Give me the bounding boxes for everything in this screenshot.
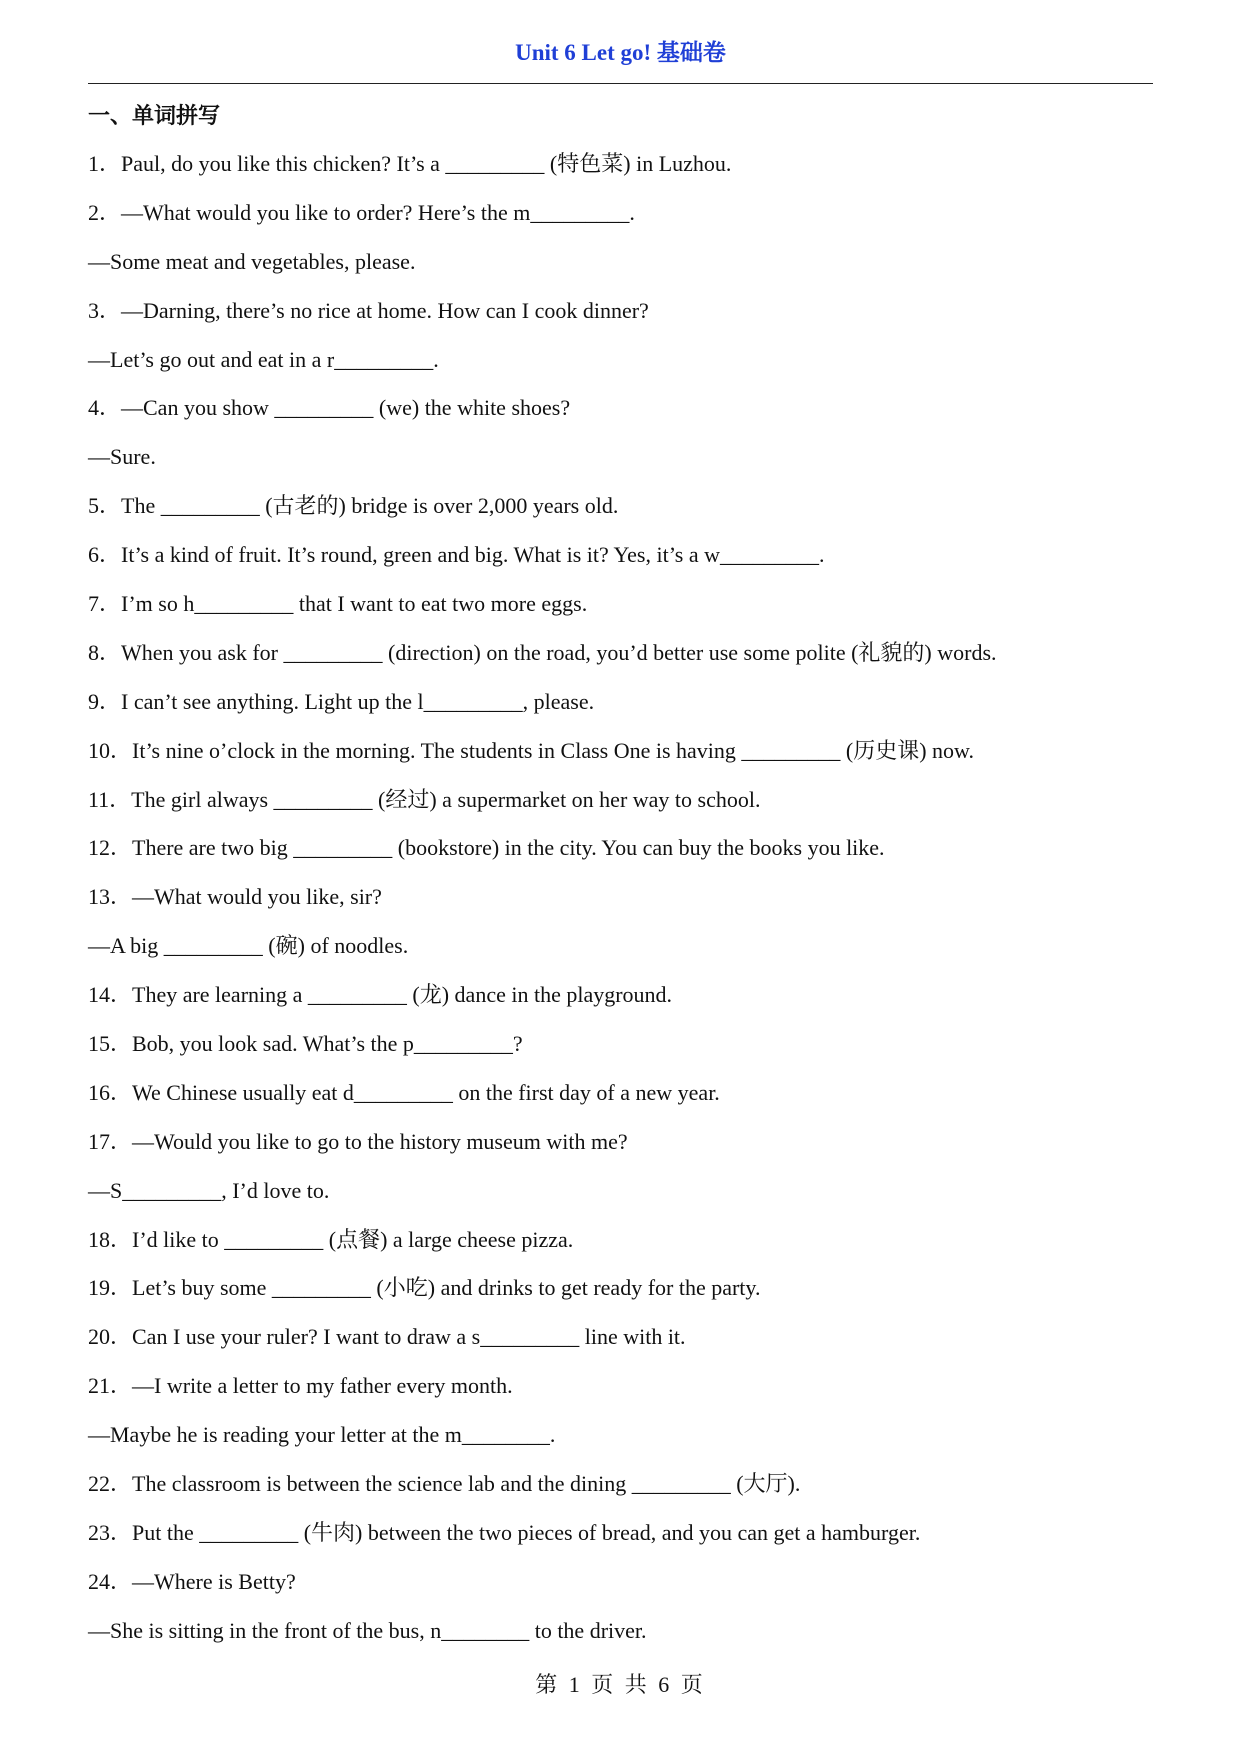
question-22: 22．The classroom is between the science lab and the dining _________ (大厅). (88, 1471, 801, 1497)
question-16: 16．We Chinese usually eat d_________ on the first day of a new year. (88, 1079, 720, 1105)
question-8: 8．When you ask for _________ (direction) on the road, you’d better use some polite (礼貌的) words. (88, 639, 997, 665)
question-19: 19．Let’s buy some _________ (小吃) and drinks to get ready for the party. (88, 1275, 761, 1301)
question-23: 23．Put the _________ (牛肉) between the two pieces of bread, and you can get a hamburger. (88, 1519, 921, 1545)
question-3: 3．—Darning, there’s no rice at home. How can I cook dinner? (88, 297, 649, 323)
answer-line: —Sure. (88, 444, 156, 470)
question-5: 5．The _________ (古老的) bridge is over 2,000 years old. (88, 493, 619, 519)
question-14: 14．They are learning a _________ (龙) dance in the playground. (88, 982, 673, 1008)
question-9: 9．I can’t see anything. Light up the l_________, please. (88, 688, 595, 714)
question-10: 10．It’s nine o’clock in the morning. The students in Class One is having _________ (历史课) now. (88, 737, 975, 763)
question-2: 2．—What would you like to order? Here’s the m_________. (88, 199, 635, 225)
answer-line: —Let’s go out and eat in a r_________. (88, 346, 439, 372)
page-title: Unit 6 Let go! 基础卷 (515, 40, 726, 65)
question-21: 21．—I write a letter to my father every month. (88, 1373, 513, 1399)
question-4: 4．—Can you show _________ (we) the white shoes? (88, 395, 571, 421)
question-6: 6．It’s a kind of fruit. It’s round, green and big. What is it? Yes, it’s a w_________. (88, 542, 825, 568)
question-17: 17．—Would you like to go to the history museum with me? (88, 1128, 628, 1154)
page-number: 第 1 页 共 6 页 (535, 1672, 706, 1697)
question-24: 24．—Where is Betty? (88, 1568, 296, 1594)
question-18: 18．I’d like to _________ (点餐) a large cheese pizza. (88, 1226, 574, 1252)
section-heading: 一、单词拼写 (88, 103, 221, 128)
answer-line: —Maybe he is reading your letter at the m________. (88, 1422, 556, 1448)
answer-line: —S_________, I’d love to. (88, 1177, 330, 1203)
question-20: 20．Can I use your ruler? I want to draw a s_________ line with it. (88, 1324, 686, 1350)
answer-line: —A big _________ (碗) of noodles. (88, 933, 409, 959)
question-list (88, 140, 1158, 1656)
question-12: 12．There are two big _________ (bookstore) in the city. You can buy the books you like. (88, 835, 885, 861)
question-13: 13．—What would you like, sir? (88, 884, 382, 910)
question-15: 15．Bob, you look sad. What’s the p_________? (88, 1031, 523, 1057)
question-1: 1．Paul, do you like this chicken? It’s a _________ (特色菜) in Luzhou. (88, 151, 732, 176)
answer-line: —Some meat and vegetables, please. (88, 248, 416, 274)
header-divider (88, 83, 1153, 84)
question-11: 11．The girl always _________ (经过) a supermarket on her way to school. (88, 786, 761, 812)
answer-line: —She is sitting in the front of the bus, n________ to the driver. (88, 1617, 647, 1643)
question-7: 7．I’m so h_________ that I want to eat two more eggs. (88, 591, 588, 617)
